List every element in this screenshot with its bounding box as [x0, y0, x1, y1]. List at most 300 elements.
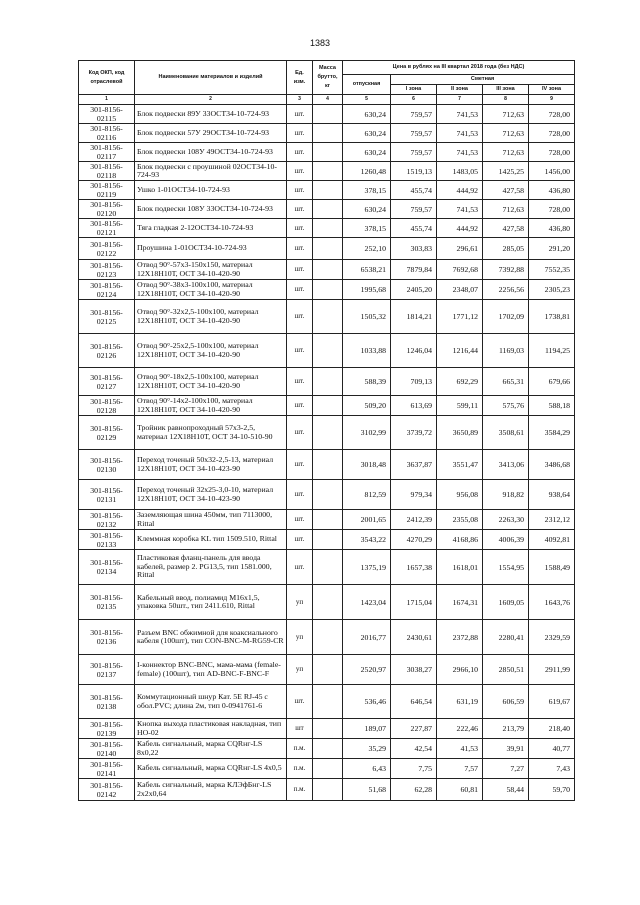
- code-cell: 301-8156-02122: [79, 238, 135, 260]
- price-zone-3-cell: 575,76: [483, 396, 529, 416]
- mass-cell: [313, 280, 343, 300]
- code-cell: 301-8156-02137: [79, 655, 135, 685]
- price-zone-4-cell: 218,40: [529, 719, 575, 739]
- price-zone-3-cell: 7,27: [483, 759, 529, 779]
- price-zone-1-cell: 7,75: [391, 759, 437, 779]
- unit-cell: шт.: [287, 260, 313, 280]
- table-row: [79, 550, 575, 585]
- price-zone-3-cell: 2850,51: [483, 655, 529, 685]
- code-cell: 301-8156-02117: [79, 143, 135, 162]
- price-zone-1-cell: 4270,29: [391, 530, 437, 550]
- table-row: [79, 105, 575, 124]
- unit-cell: шт.: [287, 450, 313, 480]
- price-zone-2-cell: 2355,08: [437, 510, 483, 530]
- unit-cell: шт.: [287, 416, 313, 450]
- unit-cell: шт.: [287, 396, 313, 416]
- price-release-cell: 536,46: [343, 685, 391, 719]
- price-zone-3-cell: 606,59: [483, 685, 529, 719]
- price-zone-1-cell: 2412,39: [391, 510, 437, 530]
- price-zone-3-cell: 712,63: [483, 143, 529, 162]
- unit-cell: шт.: [287, 300, 313, 334]
- header-zone-3: III зона: [483, 85, 529, 95]
- price-zone-4-cell: 619,67: [529, 685, 575, 719]
- price-zone-4-cell: 728,00: [529, 200, 575, 219]
- unit-cell: шт.: [287, 368, 313, 396]
- mass-cell: [313, 124, 343, 143]
- price-zone-1-cell: 613,69: [391, 396, 437, 416]
- price-zone-2-cell: 3650,89: [437, 416, 483, 450]
- price-release-cell: 378,15: [343, 219, 391, 238]
- price-zone-1-cell: 2405,20: [391, 280, 437, 300]
- table-row: [79, 655, 575, 685]
- table-row: [79, 368, 575, 396]
- price-release-cell: 189,07: [343, 719, 391, 739]
- code-cell: 301-8156-02119: [79, 181, 135, 200]
- unit-cell: п.м.: [287, 779, 313, 801]
- price-zone-2-cell: 296,61: [437, 238, 483, 260]
- material-name-cell: Отвод 90°-32х2,5-100х100, материал 12Х18Н10Т, ОСТ 34-10-420-90: [135, 300, 287, 334]
- mass-cell: [313, 162, 343, 181]
- price-zone-2-cell: 599,11: [437, 396, 483, 416]
- table-row: [79, 162, 575, 181]
- price-release-cell: 3102,99: [343, 416, 391, 450]
- price-zone-4-cell: 3486,68: [529, 450, 575, 480]
- table-row: [79, 585, 575, 620]
- price-release-cell: 812,59: [343, 480, 391, 510]
- price-release-cell: 35,29: [343, 739, 391, 759]
- material-name-cell: Клеммная коробка KL тип 1509.510, Rittal: [135, 530, 287, 550]
- price-zone-2-cell: 1618,01: [437, 550, 483, 585]
- price-zone-3-cell: 2263,30: [483, 510, 529, 530]
- table-row: [79, 260, 575, 280]
- header-price-group: Цена в рублях на III квартал 2018 года (без НДС): [343, 61, 575, 75]
- price-zone-2-cell: 444,92: [437, 181, 483, 200]
- table-row: [79, 200, 575, 219]
- price-zone-3-cell: 1425,25: [483, 162, 529, 181]
- price-release-cell: 3543,22: [343, 530, 391, 550]
- price-zone-2-cell: 2372,88: [437, 620, 483, 655]
- unit-cell: уп: [287, 585, 313, 620]
- price-zone-1-cell: 1715,04: [391, 585, 437, 620]
- code-cell: 301-8156-02136: [79, 620, 135, 655]
- price-zone-4-cell: 4092,81: [529, 530, 575, 550]
- material-name-cell: Кабель сигнальный, марка КЛЭфБнг-LS 2х2х0,64: [135, 779, 287, 801]
- material-name-cell: Кабель сигнальный, марка CQRнг-LS 8х0,22: [135, 739, 287, 759]
- mass-cell: [313, 759, 343, 779]
- table-row: [79, 300, 575, 334]
- mass-cell: [313, 181, 343, 200]
- table-row: [79, 396, 575, 416]
- material-name-cell: Отвод 90°-38х3-100х100, материал 12Х18Н10Т, ОСТ 34-10-420-90: [135, 280, 287, 300]
- header-mass: Масса брутто, кг: [313, 61, 343, 95]
- price-zone-2-cell: 60,81: [437, 779, 483, 801]
- unit-cell: шт.: [287, 124, 313, 143]
- mass-cell: [313, 238, 343, 260]
- price-zone-2-cell: 4168,86: [437, 530, 483, 550]
- code-cell: 301-8156-02116: [79, 124, 135, 143]
- table-row: [79, 181, 575, 200]
- table-header: [79, 61, 575, 105]
- price-zone-4-cell: 728,00: [529, 124, 575, 143]
- material-name-cell: Кабельный ввод, полиамид М16х1,5, упаковка 50шт., тип 2411.610, Rittal: [135, 585, 287, 620]
- code-cell: 301-8156-02129: [79, 416, 135, 450]
- price-zone-3-cell: 712,63: [483, 124, 529, 143]
- code-cell: 301-8156-02138: [79, 685, 135, 719]
- mass-cell: [313, 396, 343, 416]
- price-release-cell: 252,10: [343, 238, 391, 260]
- column-numbers-row: [79, 95, 575, 105]
- price-zone-3-cell: 39,91: [483, 739, 529, 759]
- mass-cell: [313, 219, 343, 238]
- table-row: [79, 510, 575, 530]
- table-row: [79, 219, 575, 238]
- price-zone-3-cell: 1169,03: [483, 334, 529, 368]
- colnum: 3: [287, 95, 313, 105]
- price-zone-3-cell: 2256,56: [483, 280, 529, 300]
- colnum: 1: [79, 95, 135, 105]
- price-zone-1-cell: 1246,04: [391, 334, 437, 368]
- material-name-cell: Отвод 90°-57х3-150х150, материал 12Х18Н10Т, ОСТ 34-10-420-90: [135, 260, 287, 280]
- material-name-cell: Коммутационный шнур Кат. 5Е RJ-45 с обол.PVC; длина 2м, тип 0-0941761-6: [135, 685, 287, 719]
- colnum: 4: [313, 95, 343, 105]
- colnum: 9: [529, 95, 575, 105]
- mass-cell: [313, 585, 343, 620]
- price-zone-4-cell: 40,77: [529, 739, 575, 759]
- code-cell: 301-8156-02133: [79, 530, 135, 550]
- price-zone-3-cell: 58,44: [483, 779, 529, 801]
- mass-cell: [313, 510, 343, 530]
- price-zone-2-cell: 741,53: [437, 124, 483, 143]
- code-cell: 301-8156-02126: [79, 334, 135, 368]
- price-zone-4-cell: 3584,29: [529, 416, 575, 450]
- table-row: [79, 759, 575, 779]
- mass-cell: [313, 739, 343, 759]
- price-zone-4-cell: 2329,59: [529, 620, 575, 655]
- mass-cell: [313, 719, 343, 739]
- code-cell: 301-8156-02142: [79, 779, 135, 801]
- material-name-cell: Переход точеный 32х25-3,0-10, материал 12Х18Н10Т, ОСТ 34-10-423-90: [135, 480, 287, 510]
- mass-cell: [313, 530, 343, 550]
- header-name: Наименование материалов и изделий: [135, 61, 287, 95]
- price-table: [78, 60, 575, 801]
- price-zone-1-cell: 759,57: [391, 124, 437, 143]
- header-zone-1: I зона: [391, 85, 437, 95]
- price-zone-2-cell: 741,53: [437, 105, 483, 124]
- price-zone-1-cell: 303,83: [391, 238, 437, 260]
- mass-cell: [313, 200, 343, 219]
- price-zone-4-cell: 728,00: [529, 143, 575, 162]
- price-zone-3-cell: 665,31: [483, 368, 529, 396]
- table-body: [79, 105, 575, 801]
- price-release-cell: 1260,48: [343, 162, 391, 181]
- price-release-cell: 630,24: [343, 143, 391, 162]
- material-name-cell: Отвод 90°-25х2,5-100х100, материал 12Х18Н10Т, ОСТ 34-10-420-90: [135, 334, 287, 368]
- price-zone-3-cell: 3413,06: [483, 450, 529, 480]
- price-zone-3-cell: 1554,95: [483, 550, 529, 585]
- price-zone-2-cell: 222,46: [437, 719, 483, 739]
- price-zone-3-cell: 4006,39: [483, 530, 529, 550]
- table-row: [79, 416, 575, 450]
- unit-cell: шт.: [287, 238, 313, 260]
- price-zone-4-cell: 436,80: [529, 219, 575, 238]
- unit-cell: шт.: [287, 280, 313, 300]
- price-release-cell: 1995,68: [343, 280, 391, 300]
- price-zone-1-cell: 42,54: [391, 739, 437, 759]
- price-release-cell: 2001,65: [343, 510, 391, 530]
- table-row: [79, 334, 575, 368]
- code-cell: 301-8156-02134: [79, 550, 135, 585]
- price-zone-1-cell: 3038,27: [391, 655, 437, 685]
- price-zone-2-cell: 1771,12: [437, 300, 483, 334]
- price-release-cell: 630,24: [343, 124, 391, 143]
- price-zone-1-cell: 2430,61: [391, 620, 437, 655]
- price-zone-4-cell: 1643,76: [529, 585, 575, 620]
- price-release-cell: 1423,04: [343, 585, 391, 620]
- code-cell: 301-8156-02115: [79, 105, 135, 124]
- mass-cell: [313, 105, 343, 124]
- mass-cell: [313, 334, 343, 368]
- material-name-cell: Тяга гладкая 2-12ОСТ34-10-724-93: [135, 219, 287, 238]
- mass-cell: [313, 480, 343, 510]
- code-cell: 301-8156-02130: [79, 450, 135, 480]
- unit-cell: шт.: [287, 480, 313, 510]
- price-zone-1-cell: 1814,21: [391, 300, 437, 334]
- material-name-cell: Кабель сигнальный, марка CQRнг-LS 4х0,5: [135, 759, 287, 779]
- price-zone-2-cell: 741,53: [437, 200, 483, 219]
- table-row: [79, 143, 575, 162]
- price-zone-1-cell: 759,57: [391, 200, 437, 219]
- price-zone-2-cell: 3551,47: [437, 450, 483, 480]
- price-release-cell: 6,43: [343, 759, 391, 779]
- header-estimate: Сметная: [391, 75, 575, 85]
- code-cell: 301-8156-02118: [79, 162, 135, 181]
- mass-cell: [313, 260, 343, 280]
- colnum: 6: [391, 95, 437, 105]
- price-zone-1-cell: 759,57: [391, 143, 437, 162]
- price-release-cell: 1375,19: [343, 550, 391, 585]
- mass-cell: [313, 143, 343, 162]
- material-name-cell: Блок подвески 89У 33ОСТ34-10-724-93: [135, 105, 287, 124]
- price-zone-3-cell: 712,63: [483, 200, 529, 219]
- price-release-cell: 1505,32: [343, 300, 391, 334]
- code-cell: 301-8156-02139: [79, 719, 135, 739]
- mass-cell: [313, 416, 343, 450]
- mass-cell: [313, 620, 343, 655]
- code-cell: 301-8156-02128: [79, 396, 135, 416]
- price-release-cell: 509,20: [343, 396, 391, 416]
- price-release-cell: 6538,21: [343, 260, 391, 280]
- header-unit: Ед. изм.: [287, 61, 313, 95]
- material-name-cell: Переход точеный 50х32-2,5-13, материал 12Х18Н10Т, ОСТ 34-10-423-90: [135, 450, 287, 480]
- header-release: отпускная: [343, 75, 391, 95]
- table-row: [79, 480, 575, 510]
- unit-cell: шт.: [287, 219, 313, 238]
- price-zone-3-cell: 7392,88: [483, 260, 529, 280]
- price-zone-3-cell: 1609,05: [483, 585, 529, 620]
- code-cell: 301-8156-02135: [79, 585, 135, 620]
- unit-cell: шт.: [287, 685, 313, 719]
- code-cell: 301-8156-02140: [79, 739, 135, 759]
- colnum: 2: [135, 95, 287, 105]
- table-row: [79, 779, 575, 801]
- price-zone-4-cell: 2312,12: [529, 510, 575, 530]
- material-name-cell: Блок подвески 108У 49ОСТ34-10-724-93: [135, 143, 287, 162]
- header-code: Код ОКП, код отраслевой: [79, 61, 135, 95]
- price-zone-2-cell: 7,57: [437, 759, 483, 779]
- price-release-cell: 588,39: [343, 368, 391, 396]
- table-row: [79, 620, 575, 655]
- mass-cell: [313, 685, 343, 719]
- mass-cell: [313, 550, 343, 585]
- price-zone-4-cell: 1194,25: [529, 334, 575, 368]
- page-number: 1383: [309, 38, 331, 48]
- header-zone-4: IV зона: [529, 85, 575, 95]
- price-release-cell: 630,24: [343, 200, 391, 219]
- unit-cell: шт.: [287, 200, 313, 219]
- code-cell: 301-8156-02121: [79, 219, 135, 238]
- header-zone-2: II зона: [437, 85, 483, 95]
- price-zone-1-cell: 455,74: [391, 219, 437, 238]
- code-cell: 301-8156-02123: [79, 260, 135, 280]
- mass-cell: [313, 368, 343, 396]
- code-cell: 301-8156-02127: [79, 368, 135, 396]
- price-zone-3-cell: 427,58: [483, 181, 529, 200]
- price-zone-1-cell: 62,28: [391, 779, 437, 801]
- price-zone-1-cell: 759,57: [391, 105, 437, 124]
- material-name-cell: Проушина 1-01ОСТ34-10-724-93: [135, 238, 287, 260]
- table-row: [79, 685, 575, 719]
- unit-cell: шт.: [287, 105, 313, 124]
- table-row: [79, 530, 575, 550]
- price-release-cell: 630,24: [343, 105, 391, 124]
- material-name-cell: Кнопка выхода пластиковая накладная, тип НО-02: [135, 719, 287, 739]
- table-row: [79, 450, 575, 480]
- price-zone-3-cell: 918,82: [483, 480, 529, 510]
- price-zone-4-cell: 291,20: [529, 238, 575, 260]
- price-zone-1-cell: 709,13: [391, 368, 437, 396]
- material-name-cell: Блок подвески 108У 33ОСТ34-10-724-93: [135, 200, 287, 219]
- table-row: [79, 719, 575, 739]
- price-zone-1-cell: 3739,72: [391, 416, 437, 450]
- price-release-cell: 2016,77: [343, 620, 391, 655]
- price-zone-4-cell: 728,00: [529, 105, 575, 124]
- material-name-cell: Разъем BNC обжимной для коаксиального кабеля (100шт), тип CON-BNC-M-RG59-CR: [135, 620, 287, 655]
- price-zone-2-cell: 41,53: [437, 739, 483, 759]
- mass-cell: [313, 779, 343, 801]
- price-zone-4-cell: 436,80: [529, 181, 575, 200]
- colnum: 8: [483, 95, 529, 105]
- price-zone-4-cell: 7,43: [529, 759, 575, 779]
- price-zone-2-cell: 741,53: [437, 143, 483, 162]
- price-zone-3-cell: 712,63: [483, 105, 529, 124]
- unit-cell: п.м.: [287, 759, 313, 779]
- price-zone-2-cell: 631,19: [437, 685, 483, 719]
- material-name-cell: Отвод 90°-18х2,5-100х100, материал 12Х18Н10Т, ОСТ 34-10-420-90: [135, 368, 287, 396]
- unit-cell: шт: [287, 719, 313, 739]
- material-name-cell: I-коннектор BNC-BNC, мама-мама (female-female) (100шт), тип AD-BNC-F-BNC-F: [135, 655, 287, 685]
- price-zone-1-cell: 979,34: [391, 480, 437, 510]
- price-zone-3-cell: 3508,61: [483, 416, 529, 450]
- price-zone-4-cell: 588,18: [529, 396, 575, 416]
- price-zone-1-cell: 1657,38: [391, 550, 437, 585]
- material-name-cell: Отвод 90°-14х2-100х100, материал 12Х18Н10Т, ОСТ 34-10-420-90: [135, 396, 287, 416]
- material-name-cell: Заземляющая шина 450мм, тип 7113000, Rittal: [135, 510, 287, 530]
- price-zone-3-cell: 213,79: [483, 719, 529, 739]
- price-zone-4-cell: 2911,99: [529, 655, 575, 685]
- price-zone-3-cell: 1702,09: [483, 300, 529, 334]
- price-zone-1-cell: 455,74: [391, 181, 437, 200]
- colnum: 5: [343, 95, 391, 105]
- price-zone-1-cell: 646,54: [391, 685, 437, 719]
- unit-cell: шт.: [287, 510, 313, 530]
- material-name-cell: Блок подвески 57У 29ОСТ34-10-724-93: [135, 124, 287, 143]
- price-zone-4-cell: 2305,23: [529, 280, 575, 300]
- price-zone-2-cell: 2348,07: [437, 280, 483, 300]
- mass-cell: [313, 300, 343, 334]
- code-cell: 301-8156-02125: [79, 300, 135, 334]
- unit-cell: шт.: [287, 181, 313, 200]
- table-row: [79, 124, 575, 143]
- code-cell: 301-8156-02132: [79, 510, 135, 530]
- price-release-cell: 2520,97: [343, 655, 391, 685]
- unit-cell: шт.: [287, 530, 313, 550]
- price-zone-4-cell: 1588,49: [529, 550, 575, 585]
- material-name-cell: Тройник равнопроходный 57х3-2,5, материал 12Х18Н10Т, ОСТ 34-10-510-90: [135, 416, 287, 450]
- code-cell: 301-8156-02131: [79, 480, 135, 510]
- unit-cell: п.м.: [287, 739, 313, 759]
- price-zone-2-cell: 1483,05: [437, 162, 483, 181]
- material-name-cell: Пластиковая фланц-панель для ввода кабелей, размер 2. PG13,5, тип 1581.000, Rittal: [135, 550, 287, 585]
- material-name-cell: Ушко 1-01ОСТ34-10-724-93: [135, 181, 287, 200]
- mass-cell: [313, 655, 343, 685]
- table-row: [79, 280, 575, 300]
- code-cell: 301-8156-02124: [79, 280, 135, 300]
- colnum: 7: [437, 95, 483, 105]
- price-zone-1-cell: 227,87: [391, 719, 437, 739]
- unit-cell: шт.: [287, 550, 313, 585]
- material-name-cell: Блок подвески с проушиной 02ОСТ34-10-724-93: [135, 162, 287, 181]
- price-release-cell: 1033,88: [343, 334, 391, 368]
- table-row: [79, 739, 575, 759]
- price-zone-2-cell: 692,29: [437, 368, 483, 396]
- price-release-cell: 378,15: [343, 181, 391, 200]
- price-zone-3-cell: 285,05: [483, 238, 529, 260]
- price-zone-2-cell: 956,08: [437, 480, 483, 510]
- price-zone-2-cell: 2966,10: [437, 655, 483, 685]
- price-zone-2-cell: 7692,68: [437, 260, 483, 280]
- price-zone-3-cell: 427,58: [483, 219, 529, 238]
- mass-cell: [313, 450, 343, 480]
- price-zone-3-cell: 2280,41: [483, 620, 529, 655]
- price-zone-1-cell: 1519,13: [391, 162, 437, 181]
- price-zone-4-cell: 59,70: [529, 779, 575, 801]
- unit-cell: шт.: [287, 162, 313, 181]
- unit-cell: шт.: [287, 334, 313, 368]
- table-row: [79, 238, 575, 260]
- price-zone-2-cell: 444,92: [437, 219, 483, 238]
- price-zone-4-cell: 938,64: [529, 480, 575, 510]
- price-release-cell: 51,68: [343, 779, 391, 801]
- price-zone-4-cell: 7552,35: [529, 260, 575, 280]
- unit-cell: шт.: [287, 143, 313, 162]
- unit-cell: уп: [287, 655, 313, 685]
- price-zone-2-cell: 1674,31: [437, 585, 483, 620]
- code-cell: 301-8156-02141: [79, 759, 135, 779]
- price-zone-1-cell: 7879,84: [391, 260, 437, 280]
- price-zone-1-cell: 3637,87: [391, 450, 437, 480]
- unit-cell: уп: [287, 620, 313, 655]
- price-zone-4-cell: 1738,81: [529, 300, 575, 334]
